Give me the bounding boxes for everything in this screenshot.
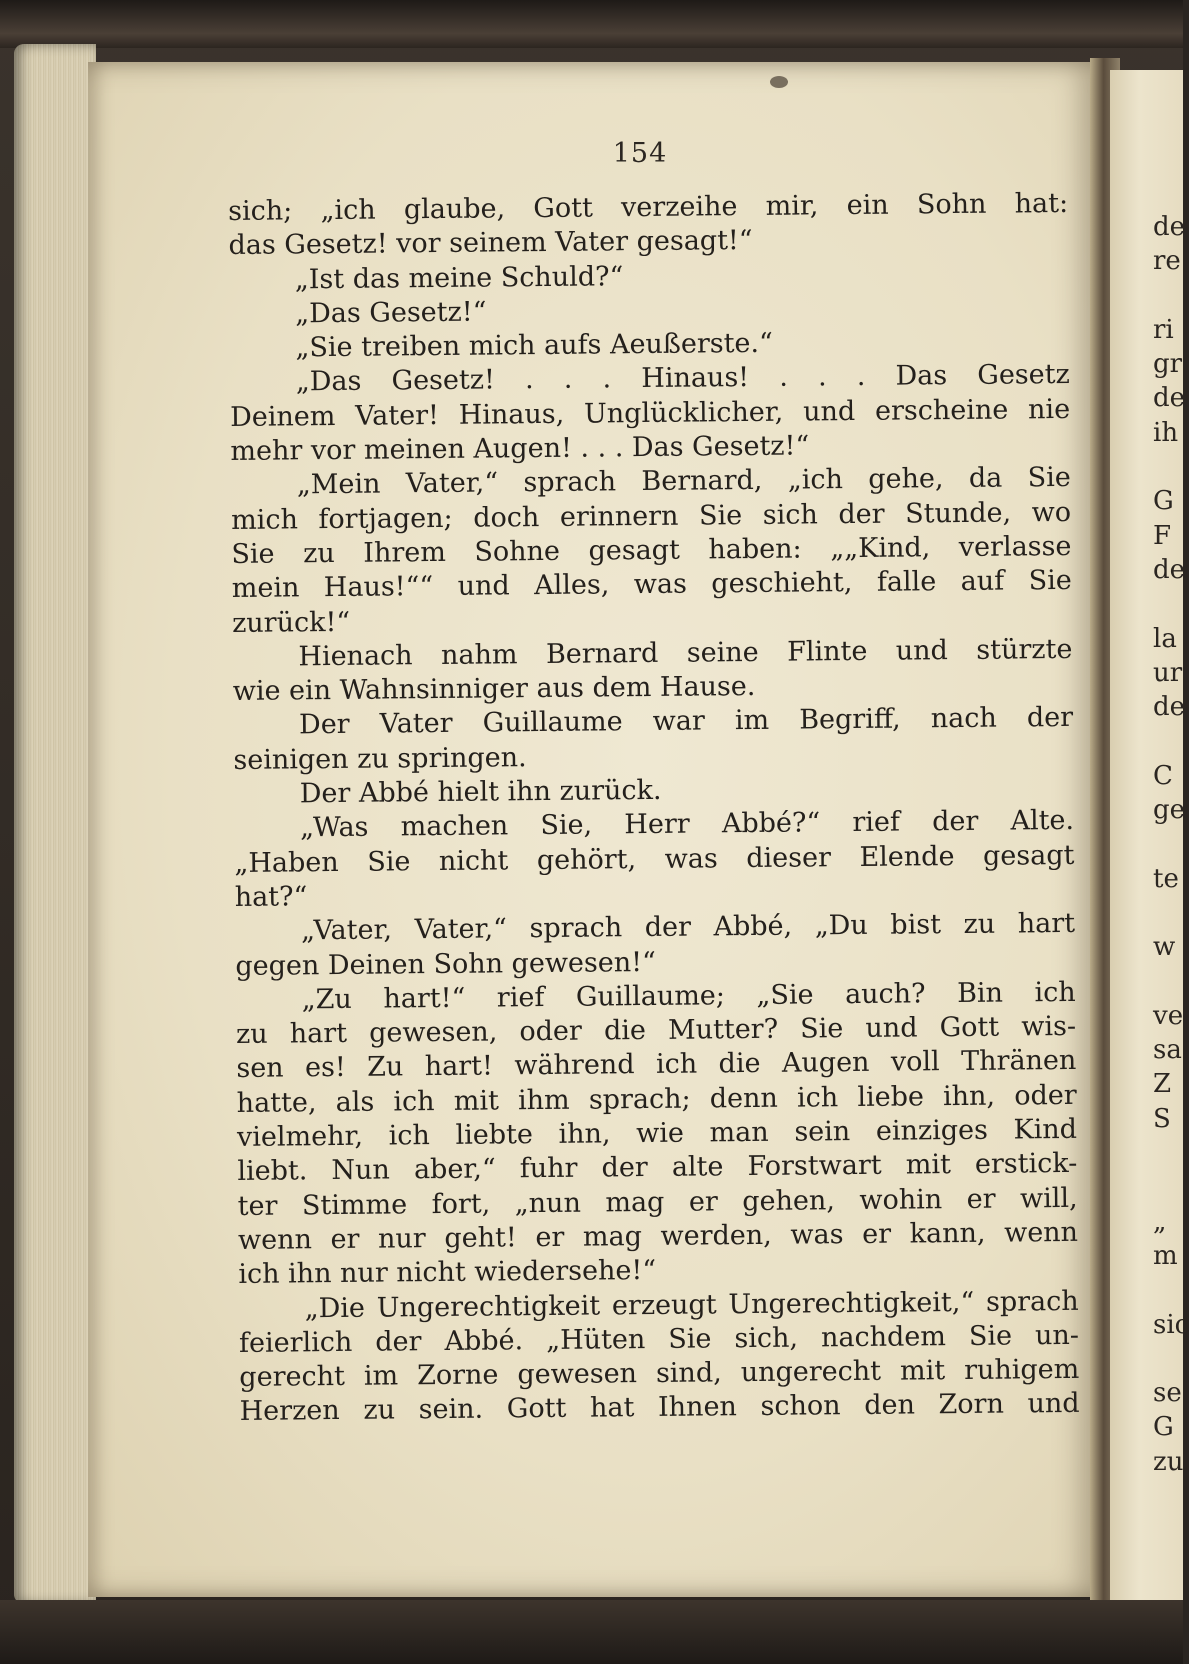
next-page-fragment: S [1153, 1103, 1171, 1134]
next-page-fragment: C [1153, 760, 1173, 791]
text-line: hat?“ [234, 881, 308, 913]
body-text [228, 187, 1080, 1430]
text-line: liebt. Nun aber,“ fuhr der alte Forstwart mit erstick- [237, 1148, 1078, 1188]
next-page-fragment: ur [1153, 657, 1183, 688]
text-line: ich ihn nur nicht wiedersehe!“ [238, 1255, 657, 1291]
text-line: gerecht im Zorne gewesen sind, ungerecht mit ruhigem [239, 1353, 1080, 1394]
text-line: mein Haus!““ und Alles, was geschieht, falle auf Sie [231, 565, 1072, 605]
text-line: ter Stimme fort, „nun mag er gehen, wohin er will, [237, 1182, 1078, 1222]
page-edges [14, 44, 96, 1604]
text-line: Der Abbé hielt ihn zurück. [299, 774, 662, 810]
ink-stain [770, 76, 788, 88]
text-line: Deinem Vater! Hinaus, Unglücklicher, und erscheine nie [229, 393, 1071, 433]
next-page-fragment [1153, 1136, 1183, 1170]
text-line: „Haben Sie nicht gehört, was dieser Elende gesagt [234, 839, 1075, 879]
text-line: sich; „ich glaube, Gott verzeihe mir, ein Sohn hat: [228, 187, 1069, 227]
next-page-fragment: la [1153, 623, 1177, 654]
next-page-fragment: re [1153, 246, 1181, 277]
next-page-fragment [1153, 724, 1183, 758]
text-line: „Zu hart!“ rief Guillaume; „Sie auch? Bin ich [301, 976, 1076, 1016]
text-line: „Mein Vater,“ sprach Bernard, „ich gehe, da Sie [296, 462, 1071, 501]
next-page-fragment: de [1153, 554, 1186, 585]
next-page-fragment [1153, 1170, 1183, 1204]
next-page-fragment: ri [1153, 314, 1174, 345]
next-page-fragment: de [1153, 692, 1186, 723]
text-line: wie ein Wahnsinniger aus dem Hause. [232, 671, 756, 708]
text-line: vielmehr, ich liebte ihn, wie man sein einziges Kind [236, 1113, 1078, 1153]
next-page-fragment [1153, 1273, 1183, 1307]
text-line: Der Vater Guillaume war im Begriff, nach der [298, 702, 1074, 741]
text-line: mehr vor meinen Augen! . . . Das Gesetz!“ [230, 430, 810, 468]
text-line: Herzen zu sein. Gott hat Ihnen schon den Zorn und [239, 1388, 1080, 1428]
next-page-fragment: w [1153, 932, 1176, 963]
text-line: „Vater, Vater,“ sprach der Abbé, „Du bist zu hart [300, 908, 1076, 947]
next-page-fragment: de [1153, 212, 1186, 242]
text-line: „Die Ungerechtigkeit erzeugt Ungerechtigkeit,“ sprach [304, 1285, 1079, 1324]
text-line: „Das Gesetz!“ [294, 296, 487, 330]
text-line: „Ist das meine Schuld?“ [294, 260, 624, 295]
next-page-fragment: de [1153, 383, 1186, 414]
page-number: 154 [612, 138, 668, 169]
text-line: hatte, als ich mit ihm sprach; denn ich liebe ihn, oder [236, 1079, 1077, 1119]
next-page-fragments [1153, 210, 1189, 1479]
next-page-fragment: G [1153, 1412, 1174, 1443]
next-page-fragment [1153, 587, 1183, 621]
next-page-fragment [1153, 965, 1183, 999]
next-page-fragment [1153, 279, 1183, 313]
text-line: sen es! Zu hart! während ich die Augen voll Thränen [236, 1045, 1077, 1085]
next-page-fragment [1153, 450, 1183, 484]
text-line: gegen Deinen Sohn gewesen!“ [235, 946, 656, 982]
text-line: „Das Gesetz! . . . Hinaus! . . . Das Gesetz [295, 359, 1070, 398]
next-page-fragment: zu [1153, 1446, 1184, 1477]
next-page-fragment: se [1153, 1378, 1182, 1409]
next-page-fragment: Z [1153, 1069, 1172, 1100]
next-page-fragment [1153, 1342, 1183, 1376]
next-page-fragment: sic [1153, 1309, 1189, 1340]
text-line: „Was machen Sie, Herr Abbé?“ rief der Alte. [299, 805, 1075, 844]
next-page-fragment: sa [1153, 1035, 1182, 1066]
text-line: zurück!“ [231, 606, 351, 639]
next-page-fragment: ge [1153, 795, 1186, 826]
text-line: seinigen zu springen. [233, 741, 527, 776]
next-page-fragment: te [1153, 863, 1179, 894]
next-page-fragment: „ [1153, 1206, 1167, 1237]
next-page-fragment [1153, 827, 1183, 861]
text-line: Sie zu Ihrem Sohne gesagt haben: „„Kind, verlasse [231, 530, 1072, 570]
next-page-fragment: gr [1153, 349, 1183, 380]
text-line: „Sie treiben mich aufs Aeußerste.“ [295, 327, 774, 364]
next-page-fragment [1153, 896, 1183, 930]
text-line: Hienach nahm Bernard seine Flinte und stürzte [298, 633, 1073, 673]
next-page-fragment: F [1153, 520, 1172, 551]
next-page-fragment: m [1153, 1240, 1178, 1271]
text-line: zu hart gewesen, oder die Mutter? Sie und Gott wis- [235, 1011, 1077, 1051]
next-page-fragment: G [1153, 486, 1174, 517]
next-page-fragment: ih [1153, 417, 1179, 448]
text-line: das Gesetz! vor seinem Vater gesagt!“ [228, 225, 753, 262]
text-line: mich fortjagen; doch erinnern Sie sich der Stunde, wo [230, 496, 1072, 536]
text-line: feierlich der Abbé. „Hüten Sie sich, nachdem Sie un- [238, 1319, 1080, 1359]
text-line: wenn er nur geht! er mag werden, was er kann, wenn [237, 1216, 1079, 1256]
book-cover-top [0, 0, 1183, 48]
book-cover-bottom [0, 1600, 1183, 1664]
next-page-fragment: ve [1153, 1000, 1184, 1031]
